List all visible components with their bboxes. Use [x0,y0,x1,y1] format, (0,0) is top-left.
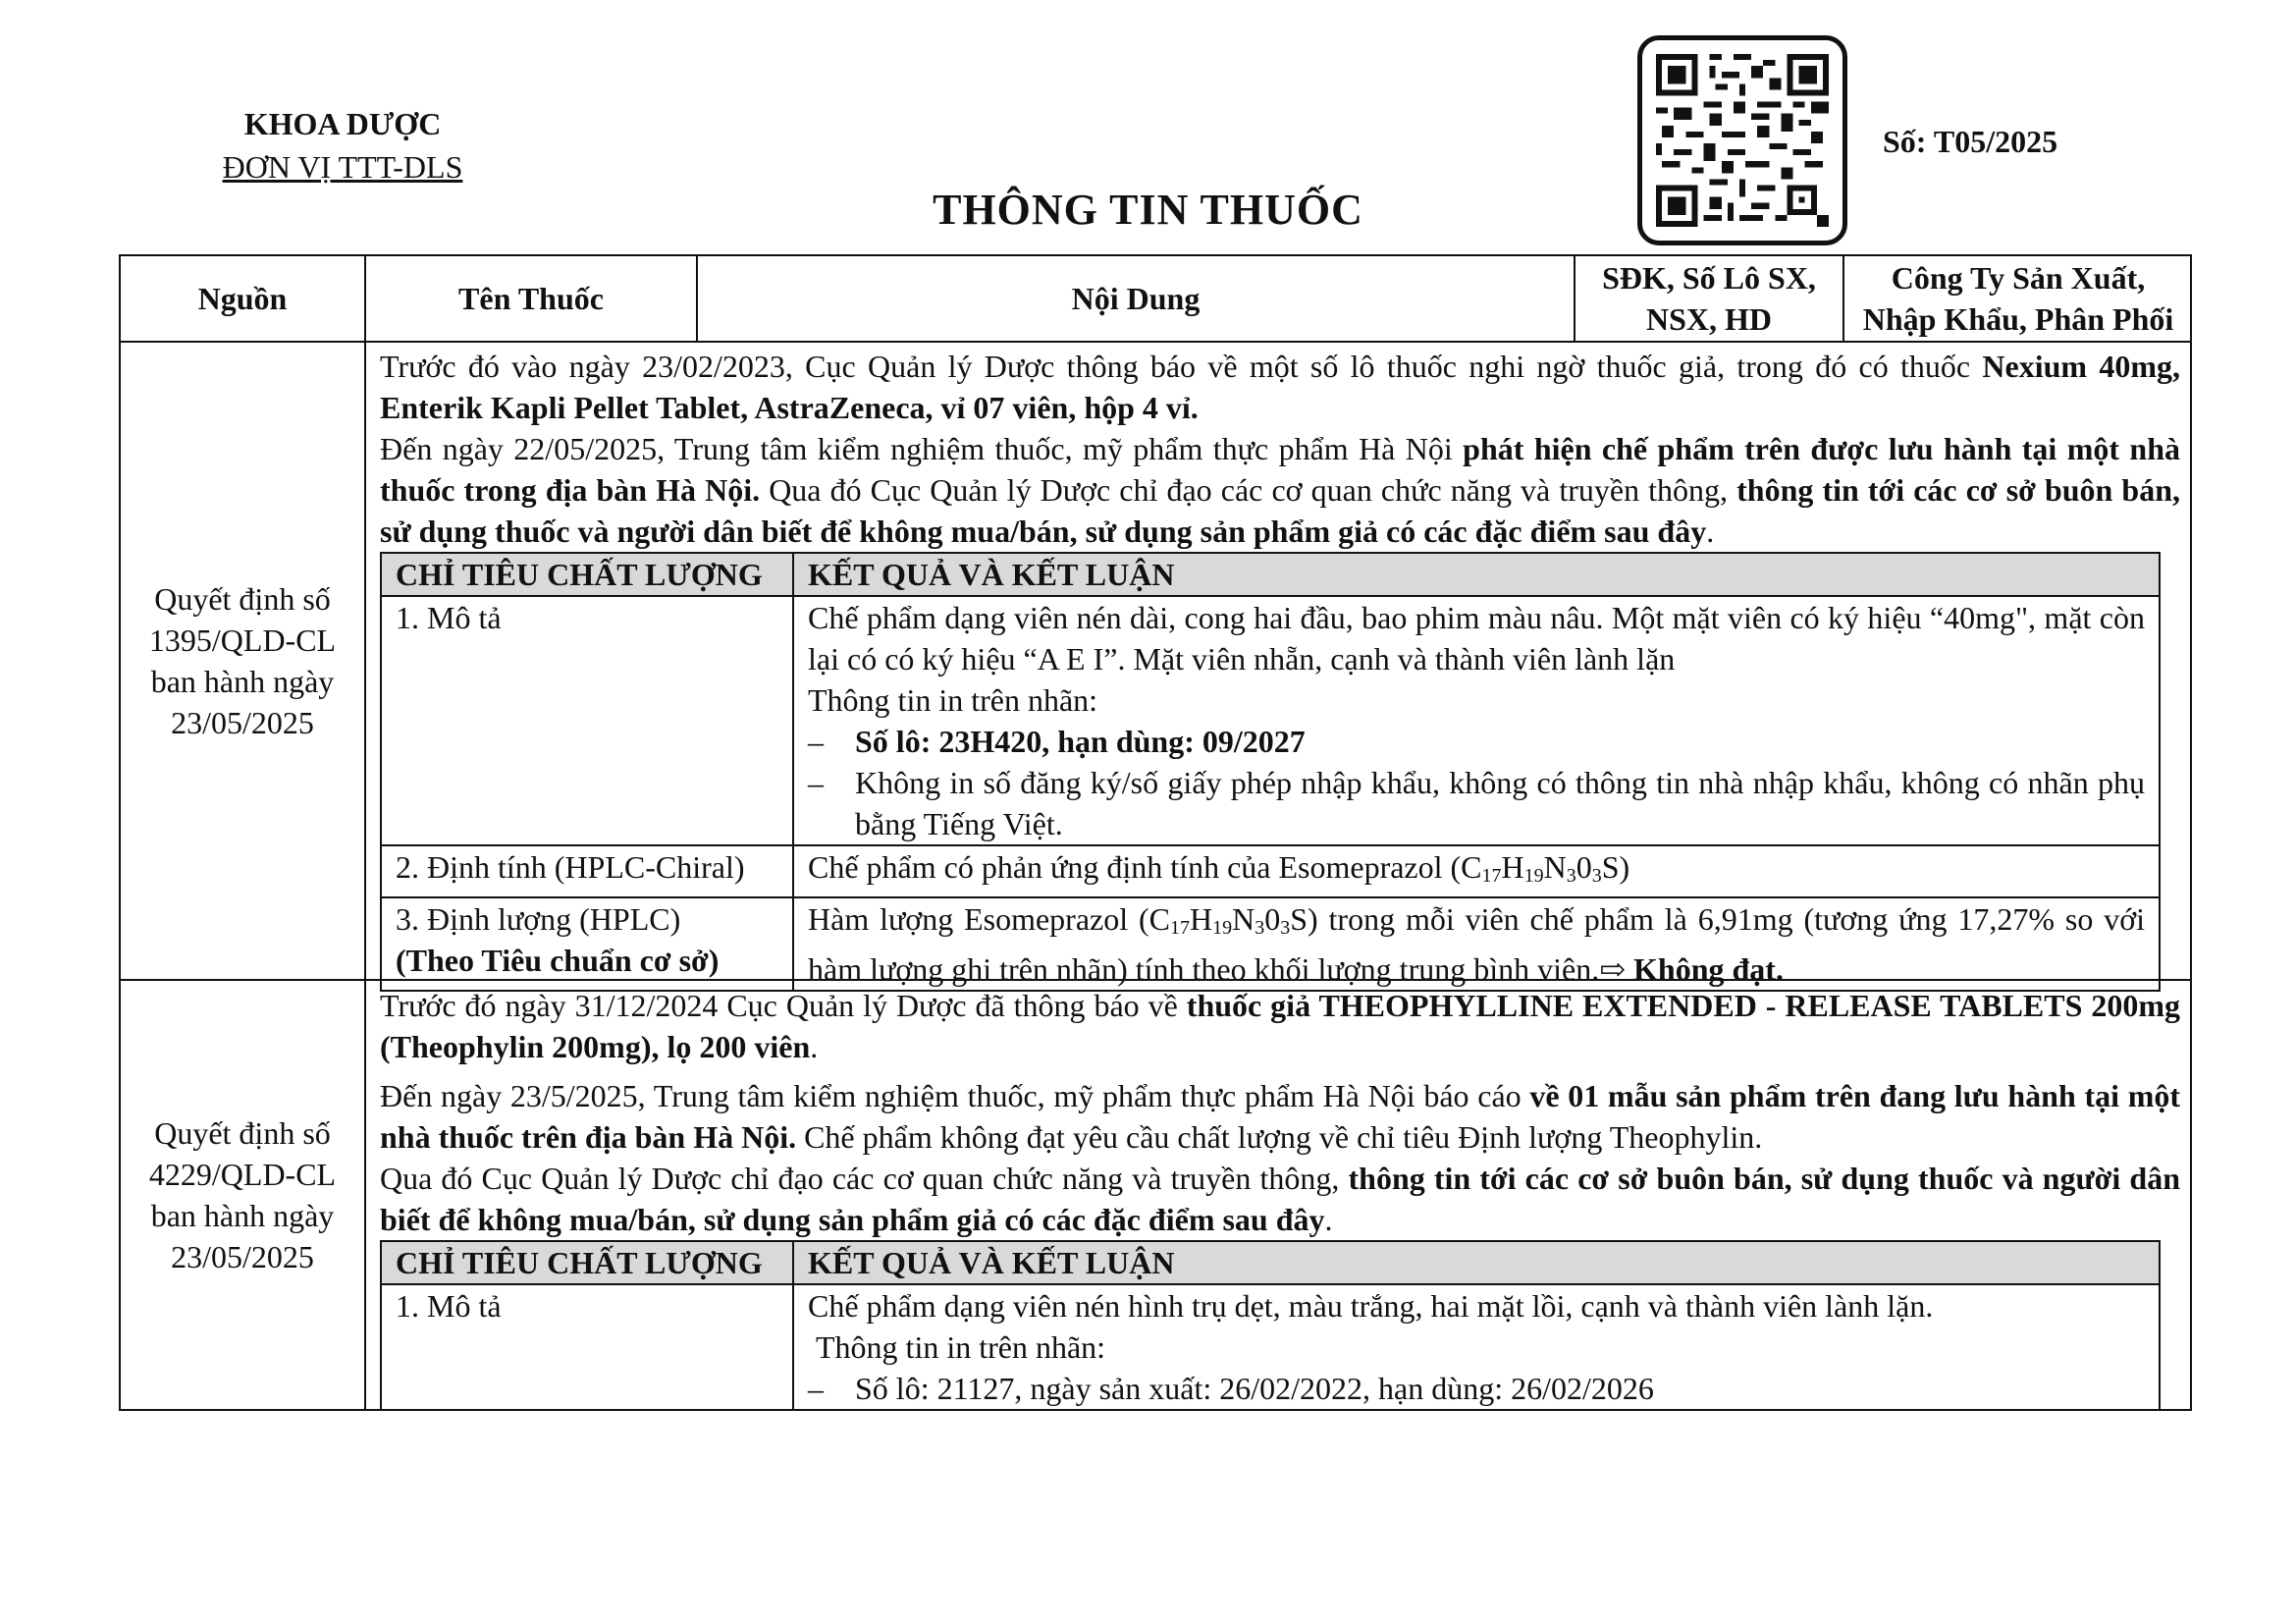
criteria-cell [381,897,793,991]
divider [364,256,366,1409]
conclusion: Không đạt. [1633,951,1784,987]
text-run: N [1232,901,1255,937]
subscript: 3 [1591,865,1602,887]
criteria-label-bold: (Theo Tiêu chuẩn cơ sở) [396,943,720,978]
entry2-source-line: ban hành ngày [150,1198,335,1233]
drug-name-highlight: Nexium 40mg, Enterik Kapli Pellet Tablet, AstraZeneca, vỉ 07 viên, hộp 4 vỉ. [380,349,2181,425]
text-run: . [810,1029,819,1064]
column-header-content: Nội Dung [1071,281,1201,316]
text-run-bold: thông tin tới các cơ sở buôn bán, sử dụng thuốc và người dân biết để không mua/bán, sử dụng sản phẩm giả có các đặc điểm sau đây [380,472,2181,549]
text-run: H [1190,901,1213,937]
label-info-heading: Thông tin in trên nhãn: [816,1329,1106,1365]
text-run: Qua đó Cục Quản lý Dược chỉ đạo các cơ quan chức năng và truyền thông, [760,472,1737,508]
text-run: Chế phẩm có phản ứng định tính của Esomeprazol (C [808,849,1482,885]
result-cell [793,596,2160,845]
text-run: Đến ngày 22/05/2025, Trung tâm kiểm nghiệm thuốc, mỹ phẩm thực phẩm Hà Nội [380,431,1464,466]
text-run: Qua đó Cục Quản lý Dược chỉ đạo các cơ quan chức năng và truyền thông, [380,1161,1349,1196]
subscript: 19 [1212,917,1233,939]
result-header: KẾT QUẢ VÀ KẾT LUẬN [793,553,2160,596]
header-organization [214,102,471,189]
text-run-bold: thông tin tới các cơ sở buôn bán, sử dụng thuốc và người dân biết để không mua/bán, sử dụng sản phẩm giả có các đặc điểm sau đây [380,1161,2181,1237]
entry1-paragraph-2 [380,428,2180,552]
text-run: . [1706,514,1715,549]
subscript: 3 [1566,865,1576,887]
quality-table-header [381,1241,2160,1284]
entry2-source [121,981,364,1409]
org-unit: ĐƠN VỊ TTT-DLS [222,149,463,185]
text-run: N [1543,849,1567,885]
result-cell [793,897,2160,991]
entry2-paragraph-1 [380,985,2180,1067]
column-header-company-line2: Nhập Khẩu, Phân Phối [1862,301,2174,337]
list-item [808,1368,2145,1409]
column-header-registration-line2: NSX, HD [1645,301,1772,337]
text-run: Trước đó ngày 31/12/2024 Cục Quản lý Dược đã thông báo về [380,988,1187,1023]
arrow-right-icon: ⇨ [1599,951,1627,987]
text-run: S) [1290,901,1318,937]
result-cell [793,845,2160,897]
dash-bullet: – [808,1371,824,1406]
entry1-source-line: Quyết định số [154,581,331,617]
text-run: trong mỗi viên chế phẩm là 6,91mg (tương ứng 17,27% so với hàm lượng ghi trên nhãn) tính theo khối lượng trung bình viên. [808,901,2146,987]
text-run: . [1324,1202,1333,1237]
entry2-source-line: 4229/QLD-CL [148,1157,337,1192]
table-row [381,1284,2160,1410]
column-header-drug-name: Tên Thuốc [458,281,604,316]
entry2-source-line: Quyết định số [154,1115,331,1151]
subscript: 3 [1255,917,1265,939]
column-header-registration-line1: SĐK, Số Lô SX, [1602,260,1816,296]
subscript: 19 [1523,865,1544,887]
text-run-bold: về 01 mẫu sản phẩm trên đang lưu hành tại một nhà thuốc trên địa bàn Hà Nội. [380,1078,2181,1155]
entry2-quality-table [380,1240,2161,1411]
list-item-text: Số lô: 21127, ngày sản xuất: 26/02/2022, hạn dùng: 26/02/2026 [855,1371,1654,1406]
divider [121,341,2190,343]
text-run: Trước đó vào ngày 23/02/2023, Cục Quản lý Dược thông báo về một số lô thuốc nghi ngờ thuốc giả, trong đó có thuốc [380,349,1983,384]
list-item-text: Không in số đăng ký/số giấy phép nhập khẩu, không có thông tin nhà nhập khẩu, không có nhãn phụ bằng Tiếng Việt. [855,765,2145,841]
entry1-source-line: 1395/QLD-CL [148,623,337,658]
quality-table-header [381,553,2160,596]
text-run: H [1501,849,1524,885]
entry1-source-line: 23/05/2025 [171,705,314,740]
text-run: Hàm lượng Esomeprazol (C [808,901,1170,937]
description-text: Chế phẩm dạng viên nén dài, cong hai đầu, bao phim màu nâu. Một mặt viên có ký hiệu “40mg", mặt còn lại có có ký hiệu “A E I”. Mặt viên nhẵn, cạnh và thành viên lành lặn [808,600,2145,677]
text-run: 0 [1264,901,1281,937]
entry2-paragraph-2 [380,1075,2180,1158]
table-row [381,845,2160,897]
text-run: Đến ngày 23/5/2025, Trung tâm kiểm nghiệm thuốc, mỹ phẩm thực phẩm Hà Nội báo cáo [380,1078,1530,1113]
text-run: S) [1601,849,1630,885]
criteria-cell: 1. Mô tả [381,596,793,845]
drug-name-highlight: thuốc giả THEOPHYLLINE EXTENDED - RELEASE TABLETS 200mg (Theophylin 200mg), lọ 200 viên [380,988,2181,1064]
document-number: Số: T05/2025 [1883,124,2058,159]
dash-bullet: – [808,724,824,759]
column-header-company [1844,256,2192,341]
criteria-cell: 1. Mô tả [381,1284,793,1410]
subscript: 17 [1170,917,1190,939]
entry1-quality-table [380,552,2161,992]
result-header: KẾT QUẢ VÀ KẾT LUẬN [793,1241,2160,1284]
description-text: Chế phẩm dạng viên nén hình trụ dẹt, màu trắng, hai mặt lồi, cạnh và thành viên lành lặn. [808,1288,1934,1324]
column-header-source: Nguồn [197,281,288,316]
criteria-header: CHỈ TIÊU CHẤT LƯỢNG [381,1241,793,1284]
entry1-paragraph-1 [380,346,2180,428]
entry2-source-line: 23/05/2025 [171,1239,314,1274]
label-info-heading: Thông tin in trên nhãn: [808,682,1098,718]
criteria-cell: 2. Định tính (HPLC-Chiral) [381,845,793,897]
org-name: KHOA DƯỢC [243,106,442,141]
text-run: 0 [1575,849,1592,885]
entry1-source [121,343,364,979]
entry1-source-line: ban hành ngày [150,664,335,699]
table-row [381,596,2160,845]
subscript: 17 [1481,865,1502,887]
dash-bullet: – [808,765,824,800]
list-item [808,721,2145,762]
list-item-text: Số lô: 23H420, hạn dùng: 09/2027 [855,724,1306,759]
column-header-company-line1: Công Ty Sản Xuất, [1891,260,2146,296]
criteria-label: 3. Định lượng (HPLC) [396,901,681,937]
criteria-header: CHỈ TIÊU CHẤT LƯỢNG [381,553,793,596]
text-run: Chế phẩm không đạt yêu cầu chất lượng về chỉ tiêu Định lượng Theophylin. [796,1119,1763,1155]
page-title: THÔNG TIN THUỐC [933,186,1363,234]
text-run-bold: phát hiện chế phẩm trên được lưu hành tại một nhà thuốc trong địa bàn Hà Nội. [380,431,2181,508]
list-item [808,762,2145,844]
result-cell [793,1284,2160,1410]
subscript: 3 [1280,917,1291,939]
table-row [381,897,2160,991]
column-header-registration [1575,256,1842,341]
entry2-paragraph-3 [380,1158,2180,1240]
drug-info-table [119,254,2192,1411]
